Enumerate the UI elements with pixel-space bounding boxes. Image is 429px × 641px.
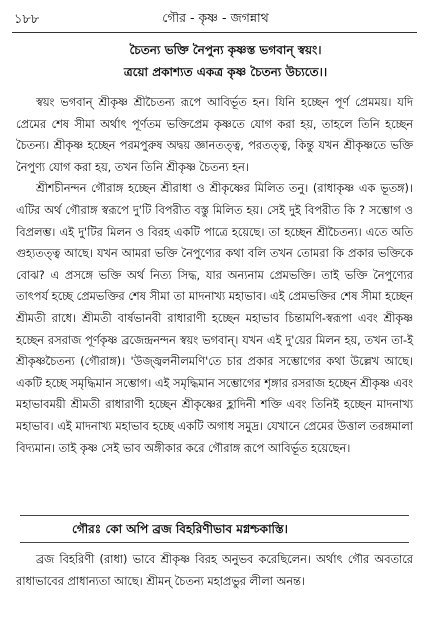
paragraph-1: স্বয়ং ভগবান্ শ্রীকৃষ্ণ শ্রীচৈতন্য রূপে আবির্ভূত হন। যিনি হচ্ছেন পূর্ণ প্রেমময়। যদি প্রেমের শেষ সীমা অর্থাৎ পূর্ণতম ভক্তিপ্রেম কৃষ্ণতে যোগ করা হয়, তাহলে তিনি হচ্ছেন চৈতন্য। শ্রীকৃষ্ণ হচ্ছেন পরমপুরুষ অদ্বয় জ্ঞানতত্ত্ব, পরতত্ত্ব, কিন্তু যখন শ্রীকৃষ্ণতে ভক্তি নৈপুণ্য যোগ করা হয়, তখন তিনি শ্রীকৃষ্ণ চৈতন্য হন। [16,96,413,174]
page-number: ১৮৮ [14,12,40,27]
running-title: গৌর - কৃষ্ণ - জগন্নাথ [162,10,269,25]
paragraph-2: শ্রীশচীনন্দন গৌরাঙ্গ হচ্ছেন শ্রীরাধা ও শ্রীকৃষ্ণের মিলিত তনু। (রাধাকৃষ্ণ এক ভূতঙ্গ)। এটির অর্থ গৌরাঙ্গ স্বরূপে দু'টি বিপরীত বস্তু মিলিত হয়। সেই দুই বিপরীত কি ? সম্ভোগ ও বিপ্রলম্ভ। এই দু'টির মিলন ও বিরহ একটি পাত্রে হয়েছে। তা হচ্ছেন শ্রীচৈতন্য। এতে অতি গুহ্যতত্ত্ব আছে। যখন আমরা ভক্তি নৈপুণ্যের কথা বলি তখন তোমরা কি প্রকার ভক্তিকে বোঝ? এ প্রসঙ্গে ভক্তি অর্থ নিত্য সিদ্ধ, যার অন্যনাম প্রেমভক্তি। তাই ভক্তি নৈপুণ্যের তাৎপর্য হচ্ছে প্রেমভক্তির শেষ সীমা তা মাদনাখ্য মহাভাব। এই প্রেমভক্তির শেষ সীমা হচ্ছেন শ্রীমতী রাধে। শ্রীমতী বার্ষভানবী রাধারাণী হচ্ছেন মহাভাব চিন্তামণি-স্বরূপা এবং শ্রীকৃষ্ণ হচ্ছেন রসরাজ পূর্ণকৃষ্ণ ব্রজেন্দ্রনন্দন স্বয়ং ভগবান্। যখন এই দু'য়ের মিলন হয়, তখন তা-ই শ্রীকৃষ্ণচৈতন্য (গৌরাঙ্গ)। 'উজ্জ্বলনীলমণি'তে চার প্রকার সম্ভোগের কথা উল্লেখ আছে। একটি হচ্ছে সমৃদ্ধিমান সম্ভোগ। এই সমৃদ্ধিমান সম্ভোগের শৃঙ্গার রসরাজ হচ্ছেন শ্রীকৃষ্ণ এবং মহাভাবময়ী শ্রীমতী রাধারাণী হচ্ছেন শ্রীকৃষ্ণের হ্লাদিনী শক্তি এবং তিনিই হচ্ছেন মাদনাখ্য মহাভাব। এই মাদনাখ্য মহাভাব হচ্ছে একটি অগাধ সমুদ্র। যেখানে প্রেমের উত্তাল তরঙ্গমালা বিদ্যমান। তাই কৃষ্ণ সেই ভাব অঙ্গীকার করে গৌরাঙ্গ রূপে আবির্ভূত হয়েছেন। [16,182,413,455]
verse-2: গৌরঃ কো অপি ব্রজ বিহরিণীভাব মগ্নশ্চকাস্তি। [72,522,288,536]
section-divider [20,515,409,516]
header-rule [12,32,417,33]
verse-line-2: ত্রয়ো প্রকাশ্যত একত্র কৃষ্ণ চৈতন্য উচ্যতে।। [123,65,328,79]
running-header [14,8,417,30]
main-text [16,92,413,459]
verse-line-1: চৈতন্য ভক্তি নৈপুন্য কৃষ্ণস্ত ভগবান্ স্বয়ং। [129,43,322,57]
closing-text [16,549,413,592]
section-divider-bottom [20,542,409,543]
closing-paragraph: ব্রজ বিহরিণী (রাধা) ভাবে শ্রীকৃষ্ণ বিরহ অনুভব করেছিলেন। অর্থাৎ গৌর অবতারে রাধাভাবের প্রাধান্যতা আছে। শ্রীমন্ চৈতন্য মহাপ্রভুর লীলা অনন্ত। [16,553,413,588]
